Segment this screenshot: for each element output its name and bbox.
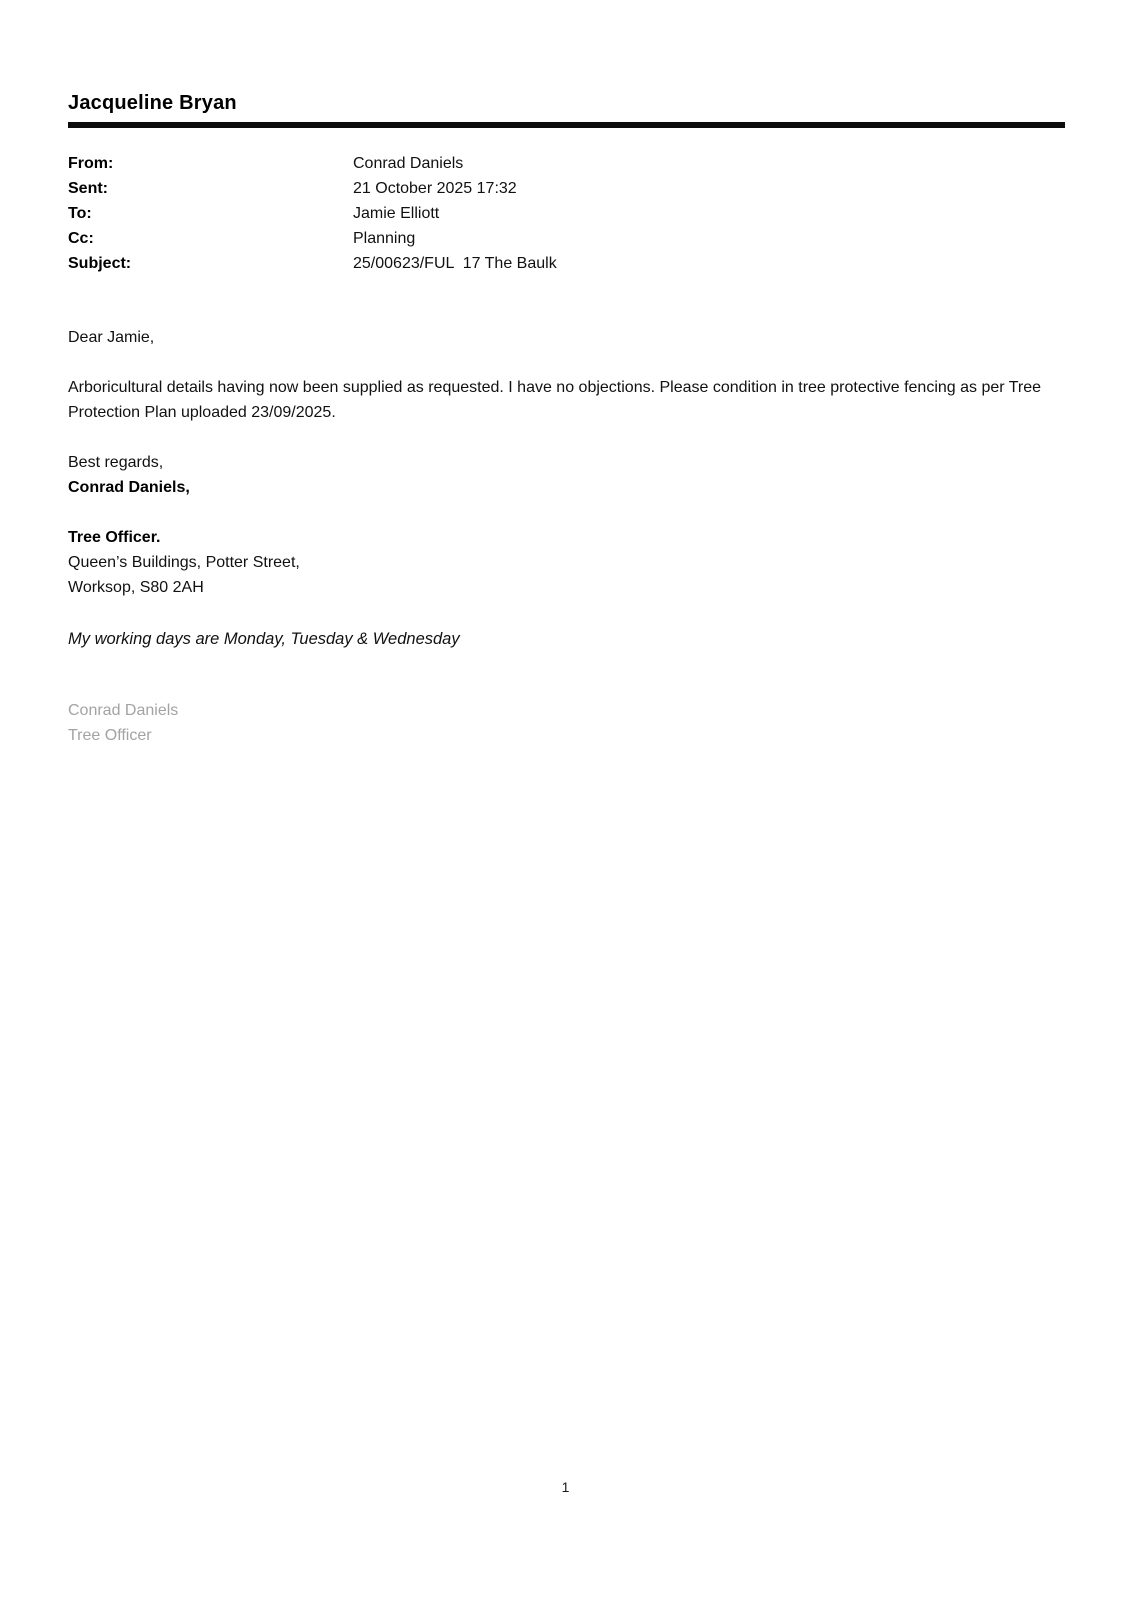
header-field-cc xyxy=(68,226,1065,251)
header-divider-rule xyxy=(68,122,1065,128)
auto-signature-title: Tree Officer xyxy=(68,727,152,744)
sent-label: Sent: xyxy=(68,180,108,197)
auto-signature-block xyxy=(68,698,1065,748)
closing-line: Best regards, xyxy=(68,454,164,471)
signature-title: Tree Officer. xyxy=(68,529,161,546)
subject-label: Subject: xyxy=(68,255,132,272)
page-content xyxy=(68,0,1065,748)
header-field-sent xyxy=(68,176,1065,201)
header-field-from xyxy=(68,151,1065,176)
email-header-block xyxy=(68,151,1065,276)
header-field-to xyxy=(68,201,1065,226)
working-days-note: My working days are Monday, Tuesday & Wednesday xyxy=(68,630,460,648)
from-value: Conrad Daniels xyxy=(353,155,464,172)
cc-label: Cc: xyxy=(68,230,94,247)
address-line-2: Worksop, S80 2AH xyxy=(68,579,204,596)
auto-signature-name: Conrad Daniels xyxy=(68,702,179,719)
to-label: To: xyxy=(68,205,92,222)
message-paragraph: Arboricultural details having now been supplied as requested. I have no objections. Please condition in tree protective fencing as per Tree Protection Plan uploaded 23/09/2025. xyxy=(68,379,1050,421)
sent-value: 21 October 2025 17:32 xyxy=(353,180,517,197)
subject-value: 25/00623/FUL 17 The Baulk xyxy=(353,255,557,272)
signature-name: Conrad Daniels, xyxy=(68,479,190,496)
address-line-1: Queen’s Buildings, Potter Street, xyxy=(68,554,300,571)
greeting-line: Dear Jamie, xyxy=(68,329,155,346)
to-value: Jamie Elliott xyxy=(353,205,440,222)
page-number: 1 xyxy=(561,1479,570,1495)
cc-value: Planning xyxy=(353,230,416,247)
header-field-subject xyxy=(68,251,1065,276)
recipient-name-heading: Jacqueline Bryan xyxy=(68,92,237,114)
from-label: From: xyxy=(68,155,114,172)
